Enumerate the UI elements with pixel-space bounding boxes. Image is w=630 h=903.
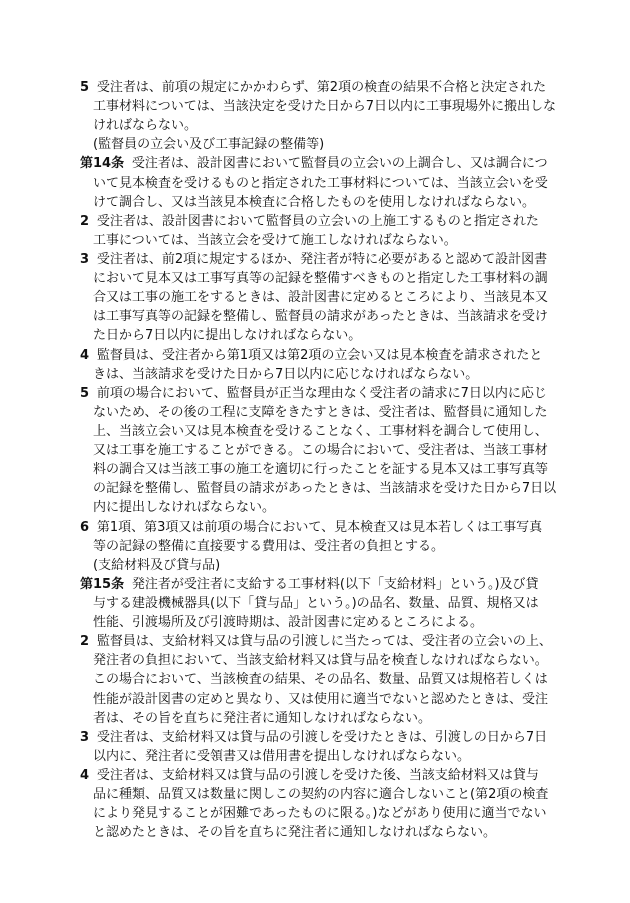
clause-first-line bbox=[80, 212, 610, 231]
clause-text-line: の記録を整備し、監督員の請求があったときは、当該請求を受けた日から7日以 bbox=[93, 481, 557, 497]
clause-number: 5 bbox=[80, 385, 90, 401]
clause-number: 6 bbox=[80, 519, 90, 535]
clause-first-line bbox=[80, 384, 610, 403]
clause-block bbox=[80, 346, 610, 384]
clause-text-line: 等の記録の整備に直接要する費用は、受注者の負担とする。 bbox=[93, 538, 445, 554]
clause-block bbox=[80, 212, 610, 250]
clause-text: 前項の場合において、監督員が正当な理由なく受注者の請求に7日以内に応じ bbox=[96, 385, 547, 401]
article-first-line bbox=[80, 575, 610, 594]
clause-first-line bbox=[80, 632, 610, 651]
article-number: 第15条 bbox=[80, 576, 125, 592]
clause-first-line bbox=[80, 346, 610, 365]
clause-block bbox=[80, 384, 610, 518]
clause-text-line: は工事写真等の記録を整備し、監督員の請求があったときは、当該請求を受け bbox=[93, 309, 548, 325]
clause-text: 受注者は、支給材料又は貸与品の引渡しを受けたときは、引渡しの日から7日 bbox=[96, 729, 548, 745]
article-block bbox=[80, 154, 610, 211]
clause-text-line: ければならない。 bbox=[93, 118, 198, 134]
clause-text-line: 内に提出しなければならない。 bbox=[93, 500, 276, 516]
clause-text-line: 又は工事を施工することができる。この場合において、受注者は、当該工事材 bbox=[93, 443, 548, 459]
clause-text-line: ないため、その後の工程に支障をきたすときは、受注者は、監督員に通知した bbox=[93, 404, 548, 420]
clause-block bbox=[80, 78, 610, 135]
clause-number: 3 bbox=[80, 251, 90, 267]
clause-number: 3 bbox=[80, 729, 90, 745]
article-block bbox=[80, 575, 610, 632]
clause-text-line: この場合において、当該検査の結果、その品名、数量、品質又は規格若しくは bbox=[93, 672, 548, 688]
clause-text: 第1項、第3項又は前項の場合において、見本検査又は見本若しくは工事写真 bbox=[96, 519, 543, 535]
clause-text-line: 者は、その旨を直ちに発注者に通知しなければならない。 bbox=[93, 710, 432, 726]
document-body bbox=[80, 78, 610, 842]
clause-number: 2 bbox=[80, 213, 90, 229]
clause-text-line: 性能が設計図書の定めと異なり、又は使用に適当でないと認めたときは、受注 bbox=[93, 691, 549, 707]
article-text: 受注者は、設計図書において監督員の立会いの上調合し、又は調合につ bbox=[131, 156, 548, 172]
clause-text-line: 上、当該立会い又は見本検査を受けることなく、工事材料を調合して使用し、 bbox=[93, 423, 548, 439]
clause-text-line: 以内に、発注者に受領書又は借用書を提出しなければならない。 bbox=[93, 748, 471, 764]
article-text-line: けて調合し、又は当該見本検査に合格したものを使用しなければならない。 bbox=[93, 194, 536, 210]
clause-text: 受注者は、支給材料又は貸与品の引渡しを受けた後、当該支給材料又は貸与 bbox=[96, 767, 539, 783]
clause-text-line: により発見することが困難であったものに限る。)などがあり使用に適当でない bbox=[93, 806, 547, 822]
article-text: 発注者が受注者に支給する工事材料(以下「支給材料」という。)及び貸 bbox=[131, 576, 539, 592]
clause-text: 受注者は、前項の規定にかかわらず、第2項の検査の結果不合格と決定された bbox=[96, 80, 547, 95]
clause-text: 監督員は、受注者から第1項又は第2項の立会い又は見本検査を請求されたと bbox=[96, 347, 543, 363]
article-text-line: 与する建設機械器具(以下「貸与品」という。)の品名、数量、品質、規格又は bbox=[93, 595, 539, 611]
clause-text-line: 料の調合又は当該工事の施工を適切に行ったことを証する見本又は工事写真等 bbox=[93, 462, 549, 478]
clause-number: 4 bbox=[80, 347, 90, 363]
clause-text: 監督員は、支給材料又は貸与品の引渡しに当たっては、受注者の立会いの上、 bbox=[96, 634, 552, 650]
clause-text-line: 品に種類、品質又は数量に関しこの契約の内容に適合しないこと(第2項の検査 bbox=[93, 787, 549, 803]
clause-first-line bbox=[80, 728, 610, 747]
clause-text-line: 工事については、当該立会を受けて施工しなければならない。 bbox=[93, 232, 457, 248]
clause-text-line: と認めたときは、その旨を直ちに発注者に通知しなければならない。 bbox=[93, 825, 497, 841]
clause-text: 受注者は、前2項に規定するほか、発注者が特に必要があると認めて設計図書 bbox=[96, 251, 548, 267]
clause-number: 5 bbox=[80, 80, 90, 95]
clause-block bbox=[80, 250, 610, 346]
clause-block bbox=[80, 766, 610, 842]
clause-text-line: きは、当該請求を受けた日から7日以内に応じなければならない。 bbox=[93, 366, 479, 382]
clause-block bbox=[80, 518, 610, 556]
clause-number: 4 bbox=[80, 767, 90, 783]
clause-number: 2 bbox=[80, 634, 90, 650]
article-caption: (支給材料及び貸与品) bbox=[93, 557, 221, 573]
clause-first-line bbox=[80, 250, 610, 269]
clause-block bbox=[80, 728, 610, 766]
clause-text-line: 合又は工事の施工をするときは、設計図書に定めるところにより、当該見本又 bbox=[93, 290, 549, 306]
clause-first-line bbox=[80, 78, 610, 97]
clause-text-line: 発注者の負担において、当該支給材料又は貸与品を検査しなければならない。 bbox=[93, 653, 548, 669]
article-number: 第14条 bbox=[80, 156, 125, 172]
clause-text-line: た日から7日以内に提出しなければならない。 bbox=[93, 328, 362, 344]
article-caption: (監督員の立会い及び工事記録の整備等) bbox=[93, 137, 325, 153]
article-text-line: 性能、引渡場所及び引渡時期は、設計図書に定めるところによる。 bbox=[93, 615, 484, 631]
clause-text-line: において見本又は工事写真等の記録を整備すべきものと指定した工事材料の調 bbox=[93, 271, 548, 287]
clause-block bbox=[80, 632, 610, 728]
clause-first-line bbox=[80, 766, 610, 785]
article-first-line bbox=[80, 154, 610, 173]
clause-first-line bbox=[80, 518, 610, 537]
clause-text: 受注者は、設計図書において監督員の立会いの上施工するものと指定された bbox=[96, 213, 539, 229]
article-text-line: いて見本検査を受けるものと指定された工事材料については、当該立会いを受 bbox=[93, 175, 548, 191]
clause-text-line: 工事材料については、当該決定を受けた日から7日以内に工事現場外に搬出しな bbox=[93, 99, 557, 115]
